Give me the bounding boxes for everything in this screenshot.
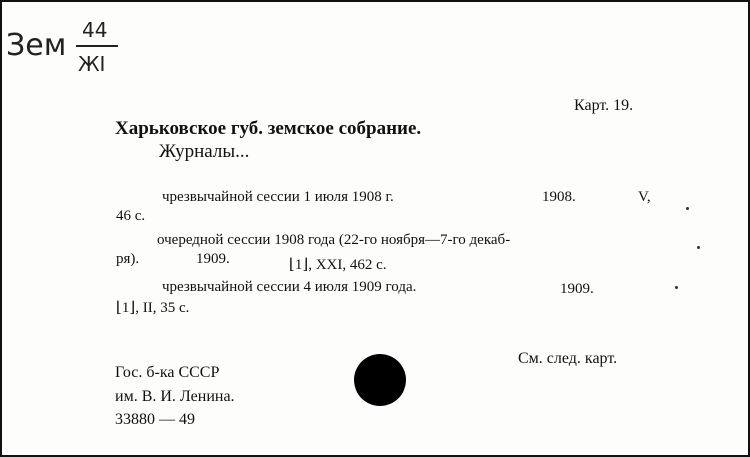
entry-1-volume: V, [638,189,651,205]
entry-2-details: ⌊1⌋, XXI, 462 с. [289,257,387,273]
speck [686,207,689,210]
handwritten-prefix: Зем [6,28,67,63]
speck [697,246,700,249]
library-line-1: Гос. б-ка СССР [115,364,220,381]
entry-3-details: ⌊1⌋, II, 35 с. [116,300,190,316]
entry-3-text: чрезвычайной сессии 4 июля 1909 года. [162,279,417,295]
entry-2-text: очередной сессии 1908 года (22-го ноября—7-го декаб- [157,232,511,248]
entry-2-continuation: ря). [116,251,140,267]
entry-3-year: 1909. [560,281,594,297]
entry-1-text: чрезвычайной сессии 1 июля 1908 г. [162,189,394,205]
speck [675,286,678,289]
library-line-2: им. В. И. Ленина. [115,388,235,405]
see-next-card: См. след. карт. [518,350,618,367]
handwritten-denominator: ЖI [78,52,106,76]
card-number: Карт. 19. [574,97,634,114]
entry-1-pages: 46 с. [116,208,146,224]
title: Журналы... [159,141,250,162]
entry-1-year: 1908. [542,189,576,205]
entry-2-year: 1909. [196,251,230,267]
library-accession: 33880 — 49 [115,411,195,428]
handwritten-numerator: 44 [82,18,108,42]
card-punch-hole [354,354,406,406]
author-heading: Харьковское губ. земское собрание. [115,118,422,139]
fraction-line [76,45,118,47]
